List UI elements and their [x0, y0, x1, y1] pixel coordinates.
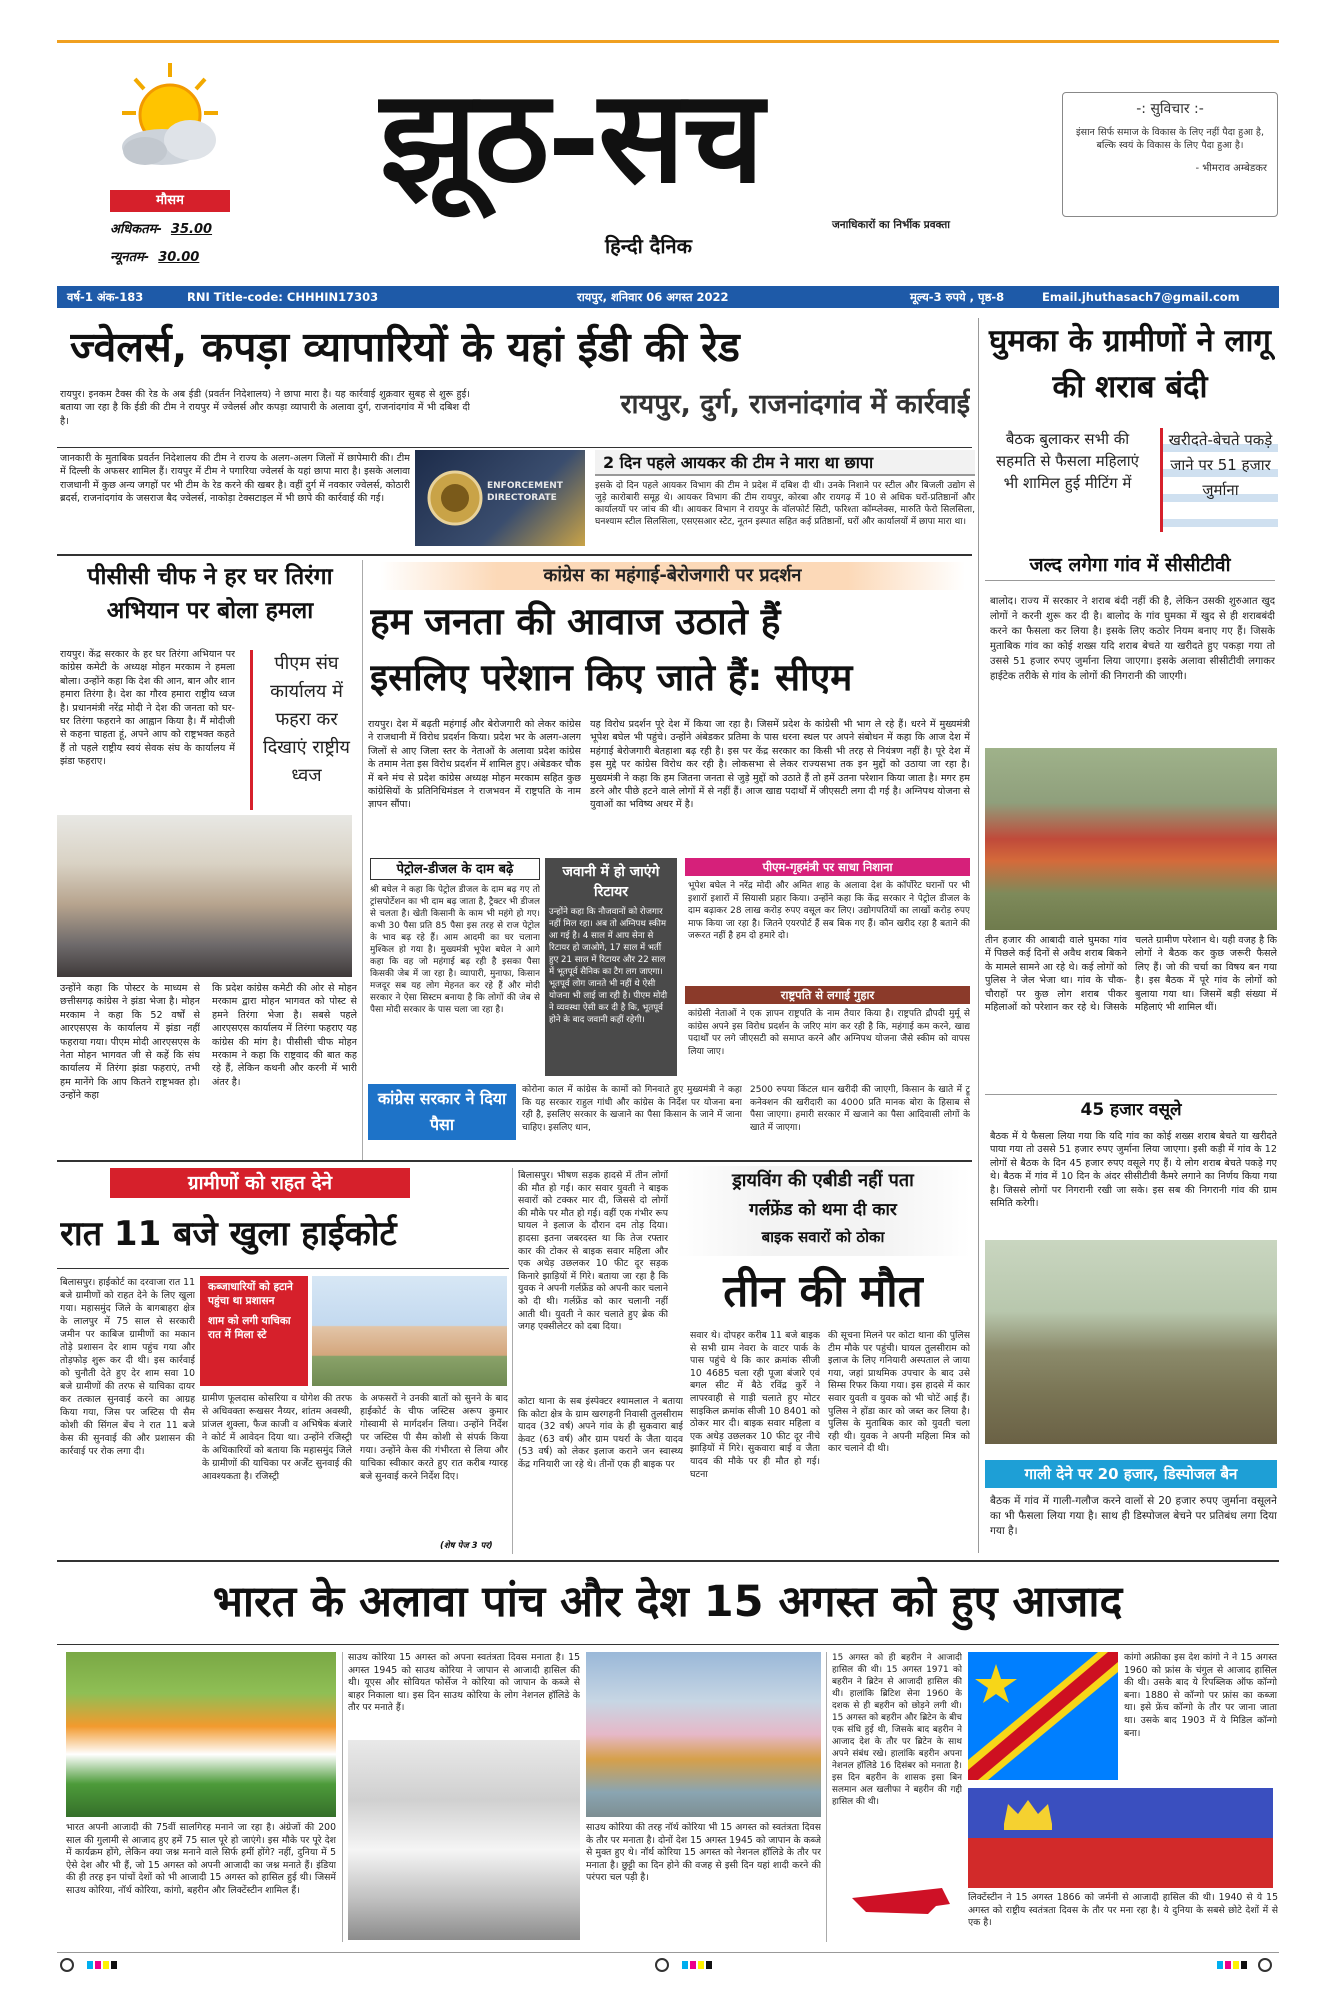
- cm-headline-2: इसलिए परेशान किए जाते हैं: सीएम: [370, 656, 853, 699]
- cm-box3-head: पीएम-गृहमंत्री पर साधा निशाना: [685, 858, 970, 876]
- cm-headline-1: हम जनता की आवाज उठाते हैं: [370, 600, 781, 643]
- cm-box4-head: राष्ट्रपति से लगाई गुहार: [685, 986, 970, 1004]
- liquor-body2: तीन हजार की आबादी वाले घुमका गांव में पिछले कई दिनों से अवैध शराब बिकने के मामले सामने आ रहे थे। कई लोगों को पुलिस ने जेल भेजा था। गांव के चौक-चौराहों पर कुछ लोग शराब पीकर महिलाओं को परेशान कर रहे थे। जिसके चलते ग्रामीण परेशान थे। यही वजह है कि लोगों ने बैठक कर कुछ जरूरी फैसले लिए हैं। जो की चर्चा का विषय बन गया है। इस बैठक में पूरे गांव के लोगों को बुलाया गया था। जिसमें बड़ी संख्या में महिलाएं भी शामिल थीं।: [985, 935, 1277, 1014]
- liquor-sub3: गाली देने पर 20 हजार, डिस्पोजल बैन: [985, 1460, 1277, 1488]
- cm-box5-head: कांग्रेस सरकार ने दिया पैसा: [368, 1084, 516, 1140]
- registration-marks: [57, 1955, 1279, 1975]
- accident-headline: तीन की मौत: [723, 1266, 923, 1317]
- liquor-photo1: [985, 748, 1277, 930]
- cm-box2-body: उन्होंने कहा कि नौजवानों को रोजगार नहीं मिल रहा। अब तो अग्निपथ स्कीम आ गई है। 4 साल में आप सेना से रिटायर हो जाओगे, 17 साल में भर्ती हुए 21 साल में रिटायर और 22 साल में भूतपूर्व सैनिक का टैग लग जाएगा। भूतपूर्व लोग जानते भी नहीं थे ऐसी योजना भी लाई जा रही है। पीएम मोदी ने व्यवस्था ऐसी कर दी है कि, भूतपूर्व होने के बाद जवानी कहीं रहेगी।: [549, 907, 668, 1025]
- freedom-body3: साउथ कोरिया की तरह नॉर्थ कोरिया भी 15 अगस्त को स्वतंत्रता दिवस के तौर पर मनाता है। दोनों देश 15 अगस्त 1945 को जापान के कब्जे से मुक्त हुए थे। नॉर्थ कोरिया 15 अगस्त को नेशनल हॉलिडे के तौर पर मनाता है। छुट्टी का दिन होने की वजह से इसी दिन यहां शादी करने की परंपरा चल पड़ी है।: [586, 1822, 821, 1884]
- hc-continued: (शेष पेज 3 पर): [440, 1541, 493, 1551]
- masthead-sub: हिन्दी दैनिक: [605, 234, 693, 258]
- hc-headline: रात 11 बजे खुला हाईकोर्ट: [60, 1214, 397, 1254]
- hc-body3: के अफसरों ने उनकी बातों को सुनने के बाद हाईकोर्ट के चीफ जस्टिस अरूप कुमार गोस्वामी से मार्गदर्शन लिया। उन्होंने निर्देश पर जस्टिस पी सैम कोशी से संपर्क किया गया। उन्होंने केस की गंभीरता से लिया और याचिका स्वीकार करते हुए रात करीब ग्यारह बजे सुनवाई करने निर्देश दिए।: [360, 1393, 508, 1482]
- hc-bullet-1: कब्जाधारियों को हटाने पहुंचा था प्रशासन: [208, 1281, 293, 1307]
- cm-box5a: कोरोना काल में कांग्रेस के कामों को गिनवाते हुए मुख्यमंत्री ने कहा कि यह सरकार राहुल गांधी और कांग्रेस के निर्देश पर योजना बना रही है, इसलिए सरकार के खजाने का पैसा किसान के जाने में जाना चाहिए। इसलिए धान,: [522, 1085, 742, 1133]
- liquor-pull2: खरीदते-बेचते पकड़े जाने पर 51 हजार जुर्माना: [1160, 428, 1278, 532]
- email: Email.jhuthasach7@gmail.com: [1042, 290, 1240, 304]
- price: मूल्य-3 रुपये , पृष्ठ-8: [910, 290, 1005, 304]
- ed-photo: [415, 450, 585, 546]
- accident-kicker-1: ड्रायविंग की एबीडी नहीं पता: [732, 1170, 914, 1191]
- liquor-body1: बालोद। राज्य में सरकार ने शराब बंदी नहीं की है, लेकिन उसकी शुरुआत खुद लोगों ने करनी शुरू कर दी है। बालोद के गांव घुमका में खुद से ही शराबबंदी करने का फैसला कर लिया है। इसके लिए कठोर नियम बनाए गए हैं। जिसके मुताबिक गांव का कोई शख्स यदि शराब बेचते या खरीदते हुए पकड़ा गया तो उससे 51 हजार रुपए जुर्माना लिया जाएगा। इसके अलावा सीसीटीवी लगाकर हाईटेक तरीके से गांव के लोगों की निगरानी की जाएगी।: [990, 596, 1275, 682]
- liquor-body3: बैठक में ये फैसला लिया गया कि यदि गांव का कोई शख्स शराब बेचते या खरीदते पाया गया तो उससे 51 हजार रुपए जुर्माना लिया जाएगा। इसी कड़ी में गांव के 12 लोगों से बैठक के दिन 45 हजार रुपए वसूले गए हैं। ये लोग शराब बेचते पकड़े गए थे। बैठक में गांव में 10 दिन के अंदर सीसीटीवी कैमरे लगाने का निर्णय किया गया है। जिससे लोगों पर निगरानी रखी जा सके। इस सब की निगरानी गांव की ग्राम समिति करेगी।: [990, 1131, 1277, 1210]
- cm-box1: श्री बघेल ने कहा कि पेट्रोल डीजल के दाम बढ़ गए तो ट्रांसपोर्टेशन का भी दाम बढ़ जाता है, ट्रैक्टर भी डीजल से चलता है। खेती किसानी के काम भी महंगे हो गए। कभी 30 पैसा प्रति 85 पैसा इस तरह से राज पेट्रोल के भाव बढ़ रहे हैं। आम आदमी का घर चलाना मुश्किल हो गया है। मुख्यमंत्री भूपेश बघेल ने आगे कहा कि वह जो महंगाई बढ़ रही है इसका पैसा किसकी जेब में जा रहा है। व्यापारी, मुनाफा, किसान मजदूर सब यह लोग मेहनत कर रहे हैं और मोदी सरकार ने ऐसा सिस्टम बनाया है कि लोगों की जेब से पैसा मोदी सरकार के पास चला जा रहा है।: [370, 885, 540, 1015]
- hc-building-photo: [312, 1276, 507, 1386]
- liquor-body4: बैठक में गांव में गाली-गलौज करने वालों से 20 हजार रुपए जुर्माना वसूलने का भी फैसला लिया गया है। साथ ही डिस्पोजल बेचने पर प्रतिबंध लगा दिया गया है।: [990, 1495, 1277, 1537]
- liquor-photo2: [985, 1240, 1277, 1444]
- pcc-pull: पीएम संघ कार्यालय में फहरा कर दिखाएं राष्ट्रीय ध्वज: [250, 650, 360, 810]
- sun-cloud-icon: [110, 55, 230, 185]
- min-temp: न्यूनतम- 30.00: [110, 250, 200, 265]
- masthead-tagline: जनाधिकारों का निर्भीक प्रवक्ता: [832, 219, 950, 231]
- accident-body1: बिलासपुर। भीषण सड़क हादसे में तीन लोगों की मौत हो गई। कार सवार युवती ने बाइक सवारों को टक्कर मार दी, जिससे दो लोगों की मौके पर मौत हो गई। वहीं एक गंभीर रूप घायल ने इलाज के दौरान दम तोड़ दिया। हादसा इतना जबरदस्त था कि तेज रफ्तार कार की टोकर से बाइक सवार महिला और एक अधेड़ उछलकर 10 फीट दूर सड़क किनारे झाड़ियों में गिरे। बताया जा रहा है कि युवक ने अपनी गर्लफ्रेंड को अपनी कार चलाने को दी थी। गर्लफ्रेंड को कार चलानी नहीं आती थी। युवती ने कार चलाते हुए ब्रेक की जगह एक्सीलेटर को दबा दिया।: [518, 1170, 668, 1333]
- congo-flag: [968, 1652, 1118, 1780]
- bahrain-flag: [832, 1858, 962, 1942]
- pcc-headline: पीसीसी चीफ ने हर घर तिरंगा अभियान पर बोला हमला: [87, 564, 333, 624]
- liquor-sub2: 45 हजार वसूले: [985, 1094, 1277, 1125]
- cm-kicker: कांग्रेस का महंगाई-बेरोजगारी पर प्रदर्शन: [380, 562, 965, 590]
- pcc-body3: कि प्रदेश कांग्रेस कमेटी की ओर से मोहन मरकाम द्वारा मोहन भागवत को पोस्ट से हमने तिरंगा भेजा है। सबसे पहले आरएसएस कार्यालय में तिरंगा फहराए यह कांग्रेस की मांग है। पीसीसी चीफ मोहन मरकाम ने कहा कि राष्ट्रवाद की बात कह रहे हैं, लेकिन कथनी और करनी में भारी अंतर है।: [212, 983, 357, 1088]
- cm-box4: कांग्रेसी नेताओं ने एक ज्ञापन राष्ट्रपति के नाम तैयार किया है। राष्ट्रपति द्रौपदी मुर्मू से कांग्रेस अपने इस विरोध प्रदर्शन के जरिए मांग कर रही है कि, महंगाई कम करने, खाद्य पदार्थों पर लगे जीएसटी को समाप्त करने और अग्निपथ योजना जैसे स्कीम को वापस लिया जाए।: [688, 1009, 970, 1057]
- freedom-body2: साउथ कोरिया 15 अगस्त को अपना स्वतंत्रता दिवस मनाता है। 15 अगस्त 1945 को साउथ कोरिया ने जापान से आजादी हासिल की थी। यूएस और सोवियत फोर्सेज ने कोरिया को जापान के कब्जे से बाहर निकाला था। इस दिन साउथ कोरिया के लोग नेशनल हॉलिडे के तौर पर मनाते हैं।: [348, 1652, 580, 1714]
- ed-side-body: इसके दो दिन पहले आयकर विभाग की टीम ने प्रदेश में दबिश दी थी। उनके निशाने पर स्टील और बिजली उद्योग से जुड़े कारोबारी समूह थे। आयकर विभाग की टीम रायपुर, कोरबा और रायगढ़ में 10 से अधिक घरों-प्रतिष्ठानों और कार्यालयों पर जांच की थी। आयकर विभाग ने रायपुर के वॉलफोर्ट सिटी, फरिश्ता कॉम्प्लेक्स, मारुति फेरो सिलसिला, घनश्याम स्टील सिलसिला, एसएसआर स्टेट, नूतन इस्पात सहित कई प्रतिष्ठानों, घरों और कार्यालयों में छापा मारा था।: [595, 481, 975, 527]
- hc-body2: ग्रामीण फूलदास कोसरिया व योगेश की तरफ से अधिवक्ता रूखसर नैय्यर, शांतम अवस्थी, प्रांजल शुक्ला, फैज काजी व अभिषेक बंजारे ने कोर्ट में आवेदन दिया था। उन्होंने रजिस्ट्री के अधिकारियों को बताया कि महासमुंद जिले के ग्रामीणों की याचिका पर अर्जेंट सुनवाई की आवश्यकता है। रजिस्ट्री: [202, 1393, 352, 1482]
- rni: RNI Title-code: CHHHIN17303: [187, 290, 379, 304]
- accident-body3: सवार थे। दोपहर करीब 11 बजे बाइक से सभी ग्राम नेवरा के वाटर पार्क के पास पहुंचे थे कि कार क्रमांक सीजी 10 4685 चला रही पूजा बंजारे एवं बगल सीट में बैठे रविंद्र कुर्रे ने लापरवाही से गाड़ी चलाते हुए मोटर साइकिल क्रमांक सीजी 10 8401 को ठोकर मार दी। बाइक सवार महिला व एक अधेड़ उछलकर 10 फीट दूर नीचे झाड़ियों में गिरे। सुकवारा बाई व जैता यादव की मौके पर ही मौत हो गई। घटना: [690, 1330, 820, 1480]
- pcc-body2: उन्होंने कहा कि पोस्टर के माध्यम से छत्तीसगढ़ कांग्रेस ने झंडा भेजा है। मोहन मरकाम ने कहा कि 52 वर्षों से आरएसएस के कार्यालय में झंडा नहीं फहराया गया। पीएम मोदी आरएसएस के नेता मोहन भागवत जी से कहें कि संघ कार्यालय में तिरंगा झंडा फहराएं, तभी हम मानेंगे कि आप कितने राष्ट्रभक्त हो। उन्होंने कहा: [60, 983, 200, 1102]
- pcc-body1: रायपुर। केंद्र सरकार के हर घर तिरंगा अभियान पर कांग्रेस कमेटी के अध्यक्ष मोहन मरकाम ने हमला बोला। उन्होंने कहा कि देश की आन, बान और शान हमारा तिरंगा है। देश का गौरव हमारा राष्ट्रीय ध्वज है। प्रधानमंत्री नरेंद्र मोदी ने देश की जनता को घर-घर तिरंगा फहराने का आह्वान किया है। मैं मोदीजी से कहना चाहता हूं, अपने आप को राष्ट्रभक्त कहते हैं तो पहले राष्ट्रीय स्वयं सेवक संघ के कार्यालय में झंडा फहराए।: [60, 649, 235, 768]
- date: रायपुर, शनिवार 06 अगस्त 2022: [577, 290, 729, 304]
- ed-body: जानकारी के मुताबिक प्रवर्तन निदेशालय की टीम ने राज्य के अलग-अलग जिलों में छापेमारी की। टीम में दिल्ली के अफसर शामिल हैं। रायपुर में टीम ने पगारिया ज्वेलर्स के यहां छापा मारा है। इसके अलावा राजधानी में कुछ अन्य जगहों पर भी टीम के रेड करने की खबर है। वहीं दुर्ग में नवकार ज्वेलर्स, कोठारी ब्रदर्स, राजनांदगांव के जसराज बैद ज्वेलर्स, नाकोड़ा टेक्सटाइल में भी छापे की कार्रवाई की गई।: [60, 453, 410, 505]
- liquor-headline: घुमका के ग्रामीणों ने लागू की शराब बंदी: [989, 323, 1271, 405]
- ed-side-head: 2 दिन पहले आयकर की टीम ने मारा था छापा: [595, 450, 975, 476]
- freedom-body5: कांगो अफ्रीका इस देश कांगो ने ने 15 अगस्त 1960 को फ्रांस के चंगुल से आजाद हासिल की थी। उसके बाद ये रिपब्लिक ऑफ कॉन्गो बना। 1880 से कॉन्गो पर फ्रांस का कब्जा था। इसे फ्रेंच कॉन्गो के तौर पर जाना जाता था। उसके बाद 1903 में ये मिडिल कॉन्गो बना।: [1124, 1652, 1277, 1739]
- ed-headline: ज्वेलर्स, कपड़ा व्यापारियों के यहां ईडी की रेड: [70, 323, 740, 371]
- ed-lead: रायपुर। इनकम टैक्स की रेड के अब ईडी (प्रवर्तन निदेशालय) ने छापा मारा है। यह कार्रवाई शुक्रवार सुबह से शुरू हुई। बताया जा रहा है कि ईडी की टीम ने रायपुर में ज्वेलर्स और कपड़ा व्यापारी के अलावा दुर्ग, राजनांदगांव में भी दबिश दी है।: [60, 389, 470, 427]
- ed-photo-label: ENFORCEMENT DIRECTORATE: [487, 481, 563, 503]
- liquor-sub1: जल्द लगेगा गांव में सीसीटीवी: [985, 550, 1275, 581]
- weather-label: मौसम: [110, 190, 230, 212]
- hc-bullets: [200, 1276, 308, 1386]
- hc-kicker: ग्रामीणों को राहत देने: [110, 1168, 410, 1198]
- congo-flag-icon: [968, 1652, 1118, 1780]
- cm-body2: यह विरोध प्रदर्शन पूरे देश में किया जा रहा है। जिसमें प्रदेश के कांग्रेसी भी भाग ले रहे हैं। धरने में मुख्यमंत्री भूपेश बघेल भी पहुंचे। उन्होंने अंबेडकर प्रतिमा के पास धरना स्थल पर अपने संबोधन में कहा कि आज देश में महंगाई बेरोजगारी बेतहाशा बढ़ रही है। इस पर केंद्र सरकार का किसी भी तरह से नियंत्रण नहीं है। पूरे देश में इस मुद्दे पर कांग्रेस विरोध कर रही है। लोकसभा से लेकर राज्यसभा तक इन मुद्दों को उठाया जा रहा है। मुख्यमंत्री ने कहा कि हम जितना जनता से जुड़े मुद्दों को उठाते हैं तो हमें उतना परेशान किया जाता है। मगर हम डरने और पीछे हटने वाले लोगों में से नहीं हैं। आज खाद्य पदार्थों में जीएसटी लगा दी गई है। अग्निपथ योजना से युवाओं का भविष्य अधर में है।: [590, 719, 970, 811]
- freedom-body4: 15 अगस्त को ही बहरीन ने आजादी हासिल की थी। 15 अगस्त 1971 को बहरीन ने ब्रिटेन से आजादी हासिल की थी। हालांकि ब्रिटिश सेना 1960 के दशक से ही बहरीन को छोड़ने लगी थी। 15 अगस्त को बहरीन और ब्रिटेन के बीच एक संधि हुई थी, जिसके बाद बहरीन ने आजाद देश के तौर पर ब्रिटेन के साथ अपने संबंध रखे। हालांकि बहरीन अपना नेशनल हॉलिडे 16 दिसंबर को मनाता है। इस दिन बहरीन के शासक इसा बिन सलमान अल खलीफा ने बहरीन की गद्दी हासिल की थी।: [832, 1653, 962, 1807]
- quote-box: [1062, 92, 1278, 217]
- quote-text: इंसान सिर्फ समाज के विकास के लिए नहीं पैदा हुआ है, बल्कि स्वयं के विकास के लिए पैदा हुआ है।: [1075, 127, 1264, 151]
- bahrain-flag-icon: [832, 1858, 962, 1942]
- crown-icon: [998, 1794, 1058, 1834]
- liechtenstein-flag: [968, 1788, 1273, 1888]
- liquor-pull1: बैठक बुलाकर सभी की सहमति से फैसला महिलाएं भी शामिल हुई मीटिंग में: [996, 430, 1139, 492]
- masthead-title: झूठ-सच: [380, 62, 763, 212]
- hc-bullet-2: शाम को लगी याचिका रात में मिला स्टे: [208, 1315, 291, 1341]
- freedom-photo-north-korea: [586, 1652, 821, 1817]
- cm-body1: रायपुर। देश में बढ़ती महंगाई और बेरोजगारी को लेकर कांग्रेस ने राजधानी में विरोध प्रदर्शन किया। प्रदेश भर के अलग-अलग जिलों से आए जिला स्तर के नेताओं के अलावा प्रदेश कांग्रेस के तमाम नेता इस विरोध प्रदर्शन में शामिल हुए। अंबेडकर चौक में बने मंच से प्रदेश कांग्रेस अध्यक्ष मोहन मरकाम सहित कुछ कांग्रेसियों के प्रतिनिधिमंडल ने राजभवन में राष्ट्रपति के नाम ज्ञापन सौंपा।: [368, 719, 581, 811]
- ed-subhead: रायपुर, दुर्ग, राजनांदगांव में कार्रवाई: [620, 389, 970, 420]
- accident-kicker-3: बाइक सवारों को ठोका: [761, 1228, 885, 1246]
- cm-box3: भूपेश बघेल ने नरेंद्र मोदी और अमित शाह के अलावा देश के कॉर्पोरेट घरानों पर भी इशारों इशारों में सियासी प्रहार किया। उन्होंने कहा कि केंद्र सरकार ने पेट्रोल डीजल के दाम बढ़ाकर 28 लाख करोड़ रुपए वसूल कर लिए। उद्योगपतियों का लाखों करोड़ रुपए माफ किया जा रहा है। जितने एयरपोर्ट हैं सब बिक गए हैं। कौन खरीद रहा है बताने की जरूरत नहीं है हम दो हमारे दो।: [688, 881, 970, 941]
- accident-kicker-2: गर्लफ्रेंड को थमा दी कार: [749, 1200, 897, 1220]
- info-bar: [57, 286, 1279, 308]
- accident-body2: कोटा थाना के सब इंस्पेक्टर श्यामलाल ने बताया कि कोटा क्षेत्र के ग्राम खरगहनी निवासी तुलसीराम यादव (32 वर्ष) अपने गांव के ही सुकवारा बाई केवट (63 वर्ष) और ग्राम पथर्रा के जैता यादव (53 वर्ष) को लेकर इलाज कराने जन स्वास्थ्य केंद्र गनियारी जा रहे थे। तीनों एक ही बाइक पर: [518, 1396, 683, 1470]
- top-rule: [57, 40, 1279, 43]
- cm-box2: [545, 858, 677, 1076]
- ed-emblem-icon: [425, 468, 485, 528]
- cm-box1-head: पेट्रोल-डीजल के दाम बढ़े: [370, 858, 540, 880]
- freedom-headline: भारत के अलावा पांच और देश 15 अगस्त को हुए आजाद: [212, 1577, 1123, 1627]
- volume: वर्ष-1 अंक-183: [67, 290, 144, 304]
- accident-kicker: [676, 1166, 970, 1256]
- weather-box: [110, 55, 230, 270]
- accident-body4: की सूचना मिलने पर कोटा थाना की पुलिस टीम मौके पर पहुंची। घायल तुलसीराम को इलाज के लिए गनियारी अस्पताल ले जाया गया, जहां प्राथमिक उपचार के बाद उसे सिम्स रिफर किया गया। इस हादसे में कार सवार युवती व युवक को भी चोटें आई हैं। पुलिस ने होंडा कार को जब्त कर लिया है। पुलिस के मुताबिक कार को युवती चला रही थी। युवक ने अपनी महिला मित्र को कार चलाने दी थी।: [828, 1330, 970, 1455]
- cm-box5b: 2500 रुपया किंटल धान खरीदी की जाएगी, किसान के खाते में ट्रू कनेक्शन की खरीदारी का 4000 प्रति मानक बोरा के हिसाब से पैसा जाएगा। हमारी सरकार में खजाने का पैसा आदिवासी लोगों के खाते में जाएगा।: [750, 1085, 970, 1133]
- quote-title: -: सुविचार :-: [1136, 101, 1204, 117]
- quote-author: - भीमराव अम्बेडकर: [1195, 163, 1267, 174]
- freedom-photo-south-korea: [348, 1740, 580, 1940]
- max-temp: अधिकतम- 35.00: [110, 222, 213, 237]
- freedom-photo-india: [66, 1652, 336, 1817]
- hc-body1: बिलासपुर। हाईकोर्ट का दरवाजा रात 11 बजे ग्रामीणों को राहत देने के लिए खुला गया। महासमुंद जिले के बागबाहरा क्षेत्र के लालपुर में 75 साल से सरकारी जमीन पर काबिज ग्रामीणों का मकान तोड़े प्रशासन देर शाम पहुंच गया और तोड़फोड़ शुरू कर दी थी। इस कार्रवाई को चुनौती देते हुए देर शाम सवा 10 बजे ग्रामीणों की तरफ से याचिका दायर कर तत्काल सुनवाई करने का आग्रह किया गया, जिस पर जस्टिस पी सैम कोशी की सिंगल बेंच ने रात 11 बजे केस की सुनवाई की और प्रशासन की कार्रवाई पर रोक लगा दी।: [60, 1277, 195, 1457]
- cm-box2-head: जवानी में हो जाएंगे रिटायर: [562, 864, 660, 900]
- pcc-photo: [57, 815, 352, 977]
- freedom-body6: लिक्टेंस्टीन ने 15 अगस्त 1866 को जर्मनी से आजादी हासिल की थी। 1940 से ये 15 अगस्त को राष्ट्रीय स्वतंत्रता दिवस के तौर पर मना रहा है। ये दुनिया के सबसे छोटे देशों में से एक है।: [968, 1892, 1278, 1929]
- freedom-body1: भारत अपनी आजादी की 75वीं सालगिरह मनाने जा रहा है। अंग्रेजों की 200 साल की गुलामी से आजाद हुए हमें 75 साल पूरे हो जाएंगे। इस मौके पर पूरे देश में कार्यक्रम होंगे, लेकिन क्या जश्न मनाने वाले सिर्फ हमीं होंगे? नहीं, दुनिया में 5 ऐसे देश और भी हैं, जो 15 अगस्त को अपनी आजादी का जश्न मनाते हैं। इंडिया की ही तरह इन पांचों देशों को भी आजादी 15 अगस्त को हासिल हुई थी। जिसमें साउथ कोरिया, नॉर्थ कोरिया, कांगो, बहरीन और लिक्टेंस्टीन शामिल हैं।: [66, 1822, 336, 1896]
